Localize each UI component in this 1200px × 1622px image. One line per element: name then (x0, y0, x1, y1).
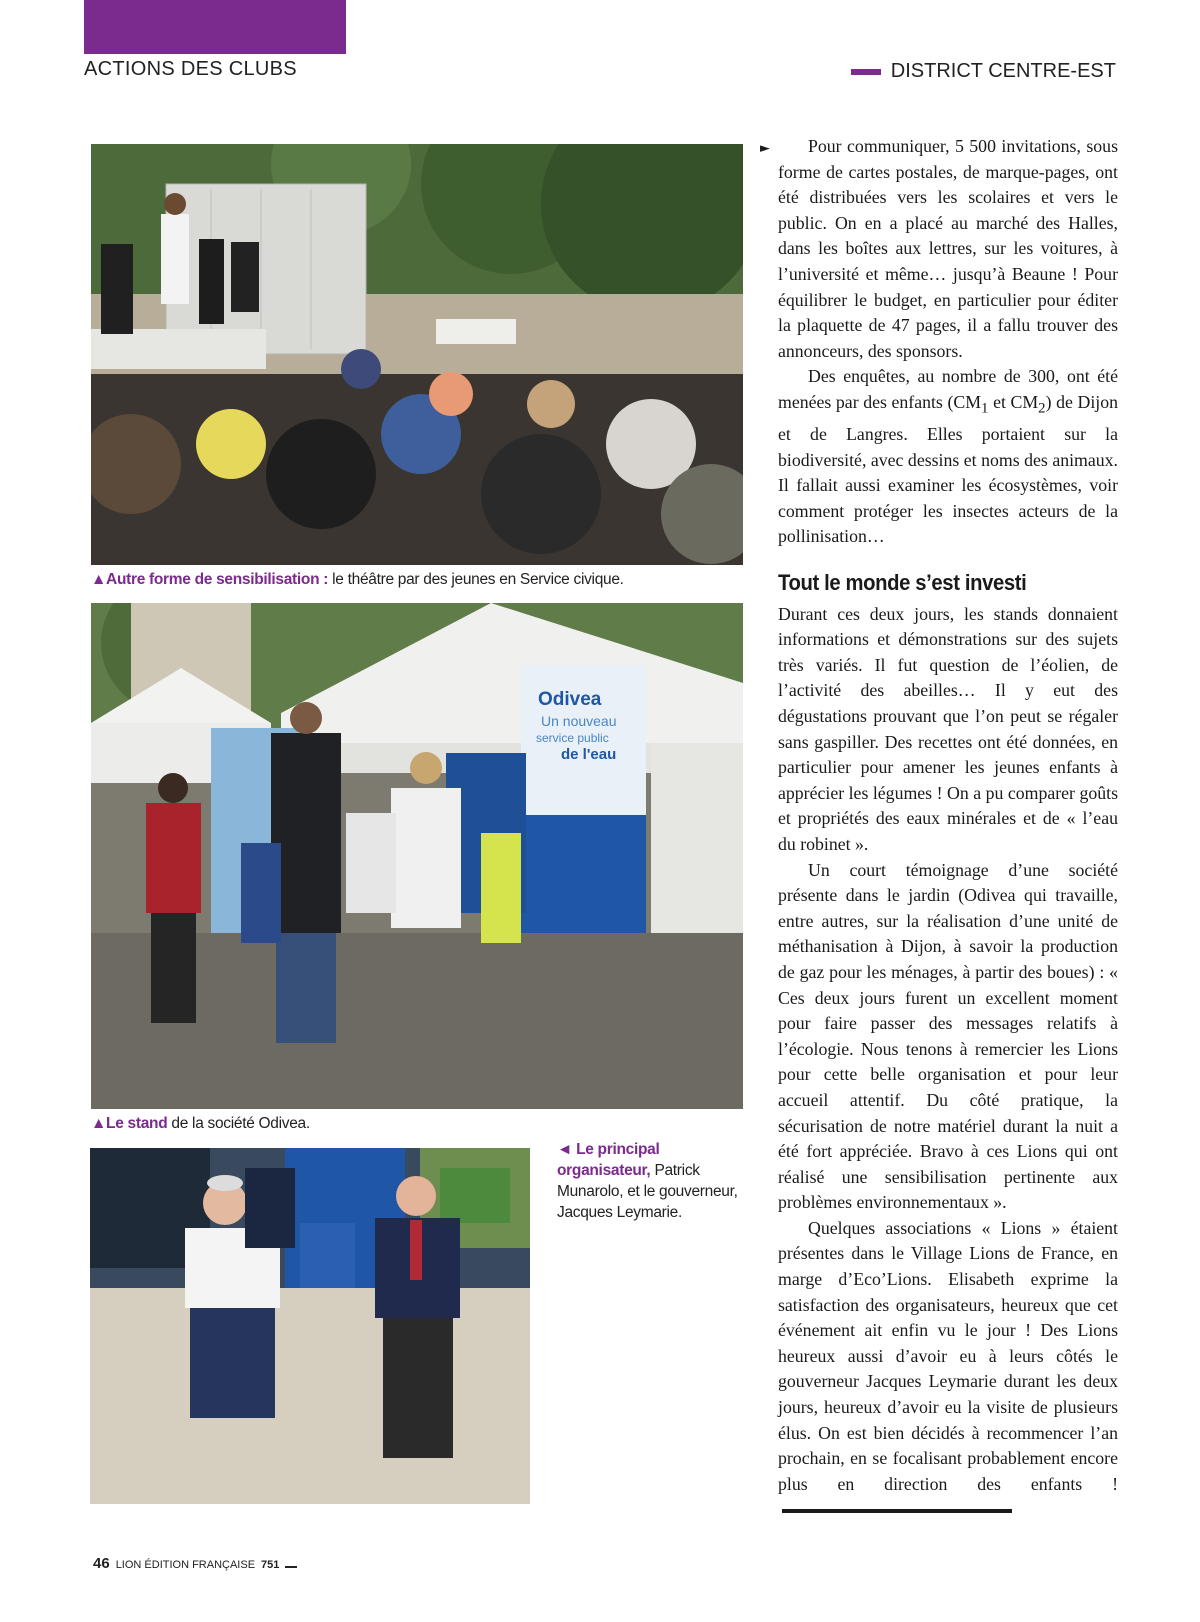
caption-lead: Le principal organisateur, (557, 1141, 660, 1179)
paragraph-final: Quelques associations « Lions » étaient présentes dans le Village Lions de France, en marge d’Eco’Lions. Elisabeth exprime la satisfaction des organisateurs, heureux que cet événement ait enfin vu le jour ! Des Lions heureux aussi d’avoir eu à leurs côtés le gouverneur Jacques Leymarie durant les deux jours, heureux d’avoir eu la visite de plusieurs élus. On est bien décidés à recommencer l’an prochain, en se focalisant probablement encore plus en direction des enfants ! (778, 1216, 1118, 1523)
caption-marker: ▲ (91, 571, 107, 588)
banner-tagline-3: de l'eau (561, 746, 617, 763)
paragraph: Pour communiquer, 5 500 invitations, sous forme de cartes postales, de marque-pages, ont été distribuées vers les scolaires et vers le public. On en a placé au marché des Halles, dans les boîtes aux lettres, sur les voitures, à l’université et même… jusqu’à Beaune ! Pour équilibrer le budget, en particulier pour éditer la plaquette de 47 pages, il a fallu trouver des annonceurs, des sponsors. (778, 136, 1118, 361)
paragraph: Un court témoignage d’une société présente dans le jardin (Odivea qui travaille, entre autres, sur la réalisation d’une unité de méthanisation à Dijon, à savoir la production de gaz pour les ménages, à partir des boues) : « Ces deux jours furent un excellent moment pour faire passer des messages relatifs à l’écologie. Nous tenons à remercier les Lions pour cette belle organisation et pour leur accueil attentif. Du côté pratique, la sécurisation de notre matériel durant la nuit a été fort appréciée. Bravo à ces Lions qui ont réalisé une sensibilisation pertinente aux problèmes environnementaux ». (778, 859, 1118, 1213)
page-number: 46 (93, 1555, 110, 1572)
caption-text: le théâtre par des jeunes en Service civique. (328, 571, 624, 588)
caption-lead: Le stand (106, 1115, 168, 1132)
continuation-arrow-icon: ► (760, 141, 770, 156)
page-footer (93, 1555, 297, 1572)
footer-dash (285, 1566, 297, 1568)
caption-text: de la société Odivea. (167, 1115, 310, 1132)
article-body (778, 134, 1118, 1523)
banner-tagline-2: service public (536, 731, 609, 745)
publication-name: LION ÉDITION FRANÇAISE (115, 1559, 256, 1571)
photo-theatre (91, 144, 743, 565)
caption-stand (91, 1113, 751, 1134)
section-label: ACTIONS DES CLUBS (84, 58, 297, 80)
caption-organiser (557, 1139, 747, 1223)
end-of-article-mark (782, 1509, 1012, 1513)
caption-marker: ▲ (91, 1115, 107, 1132)
banner-brand: Odivea (538, 689, 602, 710)
paragraph-enquetes: Des enquêtes, au nombre de 300, ont été menées par des enfants ($CM_1$ et $CM_2$) de Dijon et de Langres. Elles portaient sur la biodiversité, avec dessins et noms des animaux. Il fallait aussi examiner les écosystèmes, voir comment protéger les insectes acteurs de la pollinisation… (778, 366, 1118, 547)
issue-number: 751 (261, 1559, 280, 1571)
paragraph: Durant ces deux jours, les stands donnaient informations et démonstrations sur des sujets très variés. Il fut question de l’éolien, de l’activité des abeilles… Il y eut des dégustations prouvant que l’on peut se régaler sans gaspiller. Des recettes ont été données, en particulier pour amener les jeunes enfants à apprécier les légumes ! On a pu comparer goûts et propriétés des eaux minérales et de « l’eau du robinet ». (778, 603, 1118, 854)
caption-theatre (91, 569, 751, 590)
article-subheading: Tout le monde s’est investi (778, 570, 1027, 596)
caption-marker: ◄ (557, 1141, 573, 1158)
photo-odivea-stand (91, 603, 743, 1109)
district-label (851, 60, 1116, 83)
caption-lead: Autre forme de sensibilisation : (106, 571, 329, 588)
caption-text: Patrick Munarolo, et le gouverneur, Jacques Leymarie. (557, 1162, 738, 1221)
header-color-bar (84, 0, 346, 54)
banner-tagline-1: Un nouveau (541, 713, 617, 729)
photo-organiser-governor (90, 1148, 530, 1504)
district-text: DISTRICT CENTRE-EST (890, 60, 1116, 82)
district-dash (851, 69, 881, 75)
